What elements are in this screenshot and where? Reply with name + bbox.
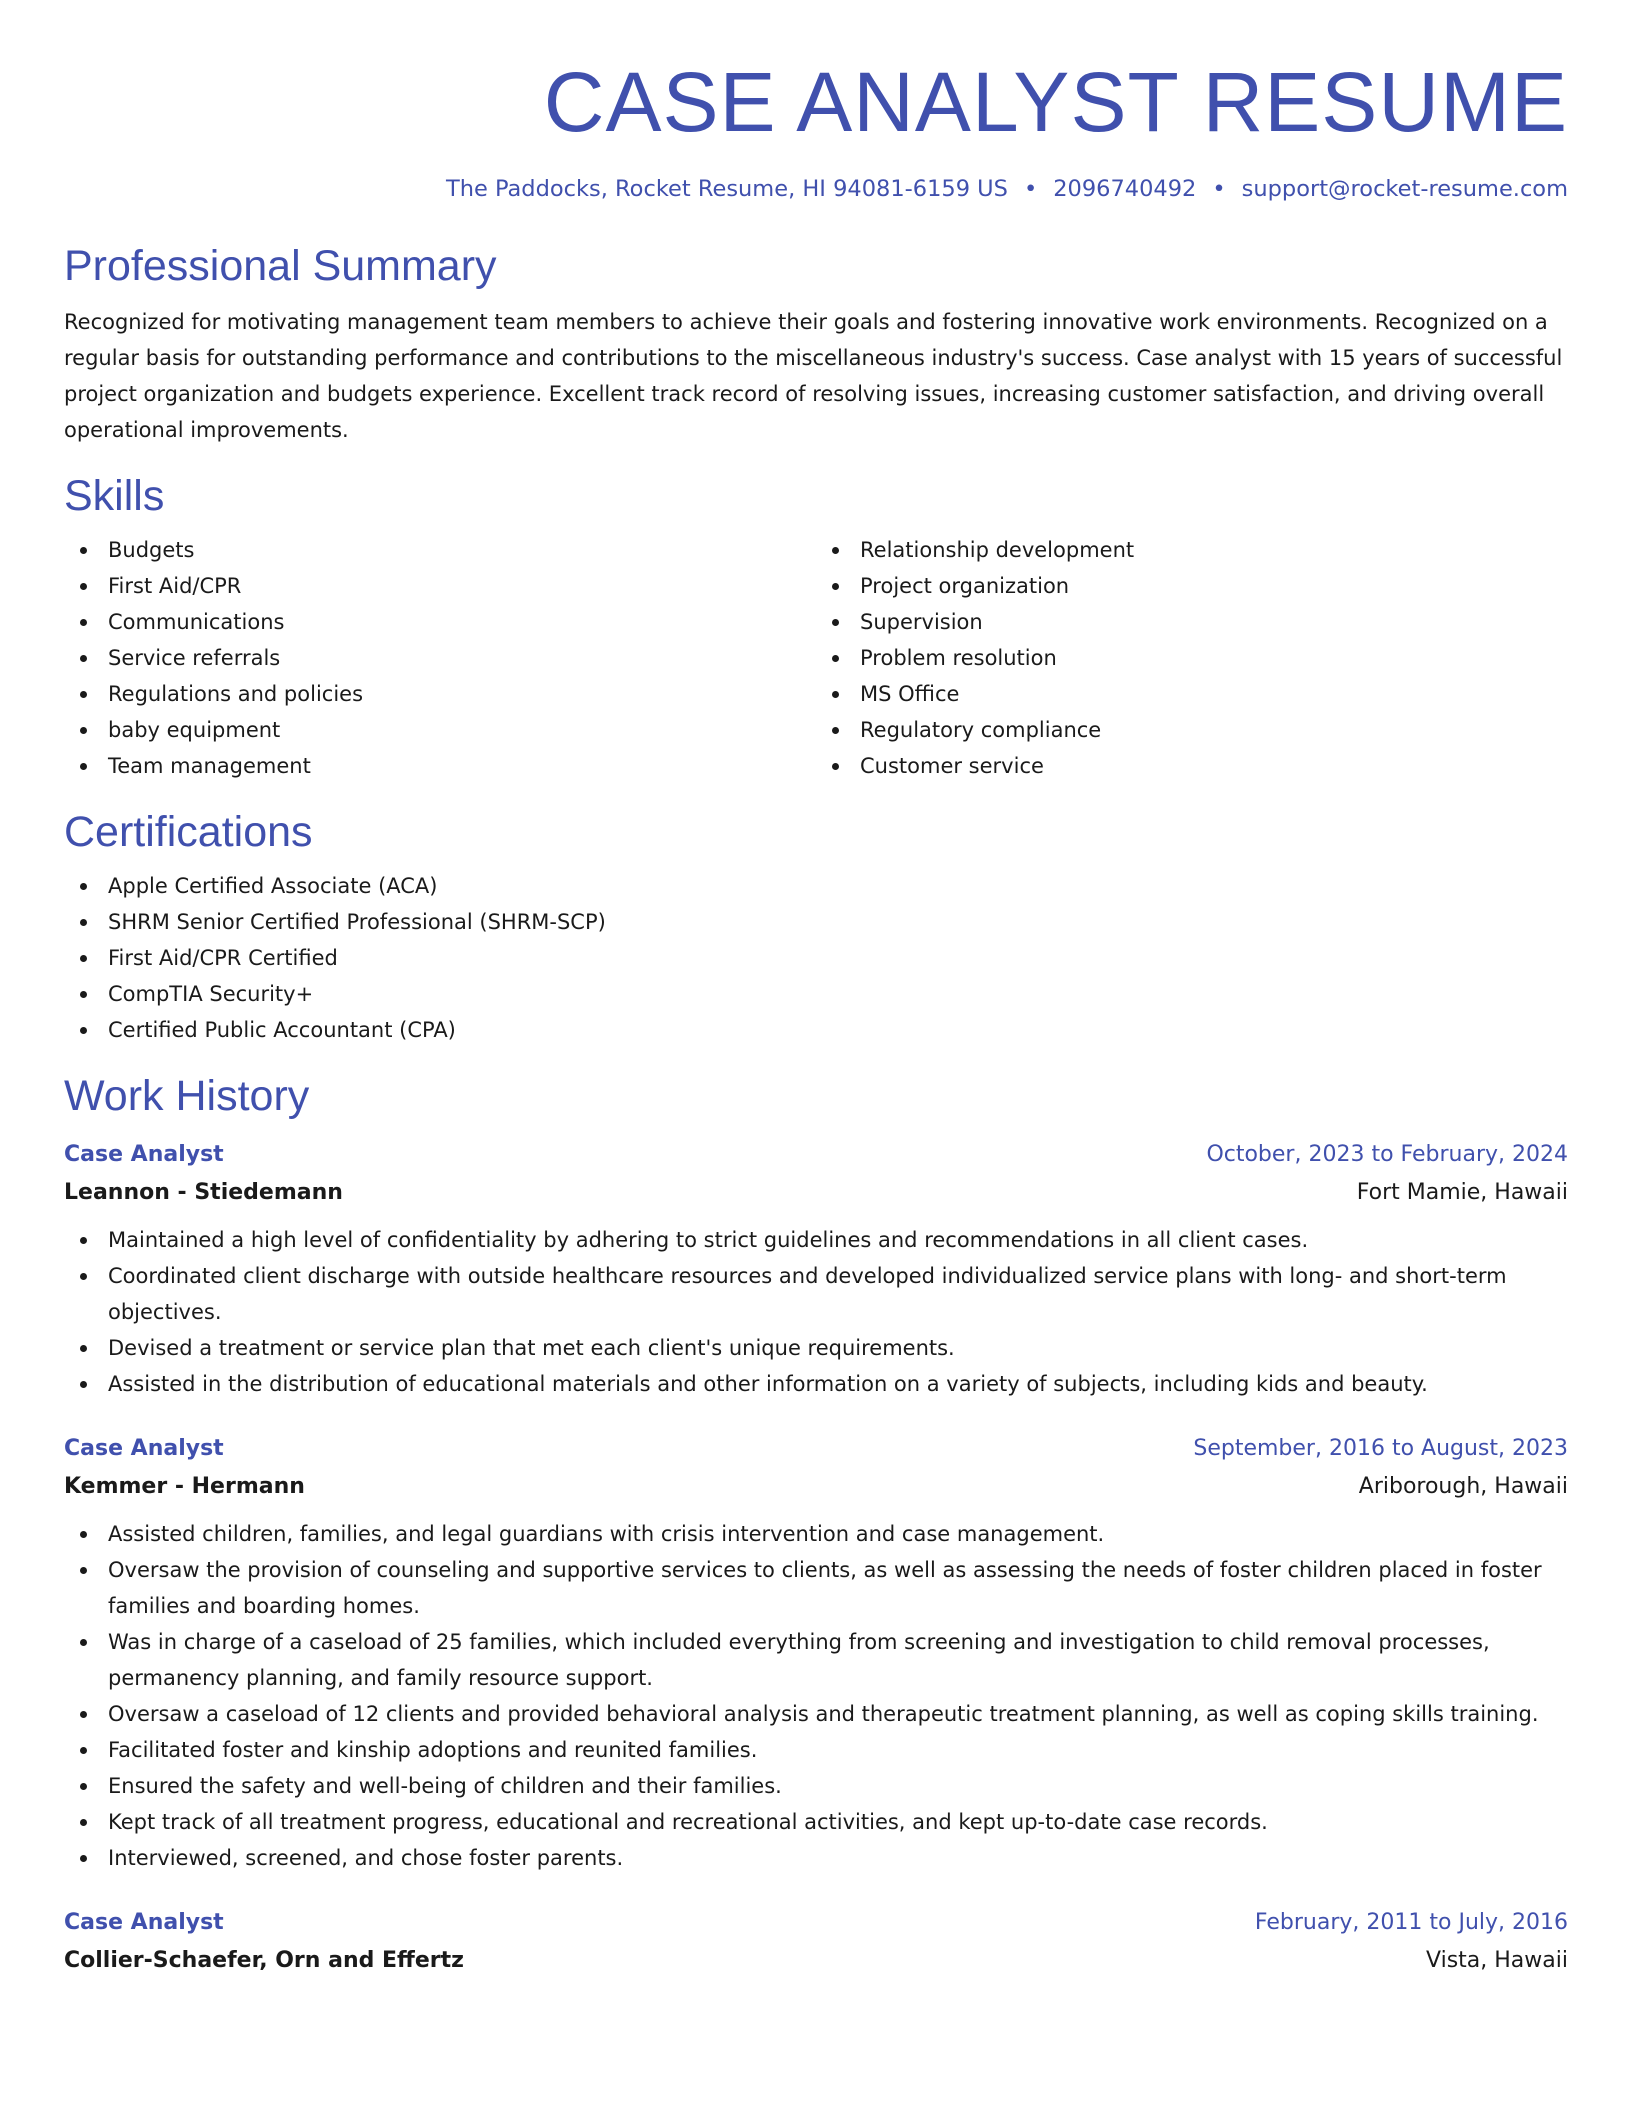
job-location: Vista, Hawaii xyxy=(1426,1948,1568,1973)
skills-list-left xyxy=(64,532,816,784)
job-company: Leannon - Stiedemann xyxy=(64,1180,343,1205)
certification-item: CompTIA Security+ xyxy=(64,976,1568,1012)
certifications-section xyxy=(64,806,1568,1048)
job-location: Fort Mamie, Hawaii xyxy=(1356,1180,1568,1205)
job-title-row xyxy=(64,1136,1568,1174)
summary-section xyxy=(64,240,1568,448)
job-bullet: Assisted children, families, and legal guardians with crisis intervention and case management. xyxy=(64,1516,1568,1552)
skill-item: MS Office xyxy=(816,676,1568,712)
contact-separator: • xyxy=(1023,176,1038,202)
skill-item: Problem resolution xyxy=(816,640,1568,676)
job-title-row xyxy=(64,1904,1568,1942)
skills-grid xyxy=(64,532,1568,784)
skill-item: Team management xyxy=(64,748,816,784)
job-dates: September, 2016 to August, 2023 xyxy=(1193,1436,1568,1461)
job-company: Kemmer - Hermann xyxy=(64,1474,305,1499)
job-location: Ariborough, Hawaii xyxy=(1358,1474,1568,1499)
job-entry xyxy=(64,1136,1568,1402)
skill-item: Service referrals xyxy=(64,640,816,676)
job-bullet: Oversaw a caseload of 12 clients and provided behavioral analysis and therapeutic treatment planning, as well as coping skills training. xyxy=(64,1696,1568,1732)
certifications-list xyxy=(64,868,1568,1048)
skill-item: Regulatory compliance xyxy=(816,712,1568,748)
job-bullet: Assisted in the distribution of educational materials and other information on a variety of subjects, including kids and beauty. xyxy=(64,1366,1568,1402)
skill-item: baby equipment xyxy=(64,712,816,748)
certification-item: First Aid/CPR Certified xyxy=(64,940,1568,976)
resume-page xyxy=(64,0,1568,2112)
skill-item: Customer service xyxy=(816,748,1568,784)
skill-item: Communications xyxy=(64,604,816,640)
resume-title: CASE ANALYST RESUME xyxy=(543,55,1568,149)
job-company-row xyxy=(64,1468,1568,1506)
job-bullet: Ensured the safety and well-being of children and their families. xyxy=(64,1768,1568,1804)
certification-item: SHRM Senior Certified Professional (SHRM-SCP) xyxy=(64,904,1568,940)
certification-item: Apple Certified Associate (ACA) xyxy=(64,868,1568,904)
job-entry xyxy=(64,1430,1568,1876)
resume-header xyxy=(64,0,1568,204)
skills-list-right xyxy=(816,532,1568,784)
summary-heading: Professional Summary xyxy=(64,242,497,290)
skill-item: Regulations and policies xyxy=(64,676,816,712)
skills-heading: Skills xyxy=(64,472,165,520)
job-bullet: Facilitated foster and kinship adoptions and reunited families. xyxy=(64,1732,1568,1768)
job-company: Collier-Schaefer, Orn and Effertz xyxy=(64,1948,464,1973)
job-title: Case Analyst xyxy=(64,1436,224,1461)
certification-item: Certified Public Accountant (CPA) xyxy=(64,1012,1568,1048)
job-bullets xyxy=(64,1222,1568,1402)
job-dates: October, 2023 to February, 2024 xyxy=(1206,1142,1568,1167)
job-bullet: Was in charge of a caseload of 25 families, which included everything from screening and investigation to child removal processes, permanency planning, and family resource support. xyxy=(64,1624,1568,1696)
work-history-section xyxy=(64,1070,1568,1980)
job-company-row xyxy=(64,1942,1568,1980)
certifications-heading: Certifications xyxy=(64,808,313,856)
contact-separator: • xyxy=(1212,176,1226,202)
job-bullets xyxy=(64,1516,1568,1876)
job-bullet: Coordinated client discharge with outside healthcare resources and developed individualized service plans with long- and short-term objectives. xyxy=(64,1258,1568,1330)
job-bullet: Oversaw the provision of counseling and supportive services to clients, as well as assessing the needs of foster children placed in foster families and boarding homes. xyxy=(64,1552,1568,1624)
skill-item: First Aid/CPR xyxy=(64,568,816,604)
job-bullet: Maintained a high level of confidentiality by adhering to strict guidelines and recommendations in all client cases. xyxy=(64,1222,1568,1258)
job-bullet: Interviewed, screened, and chose foster parents. xyxy=(64,1840,1568,1876)
work-history-heading: Work History xyxy=(64,1072,310,1120)
job-bullet: Devised a treatment or service plan that met each client's unique requirements. xyxy=(64,1330,1568,1366)
contact-address: The Paddocks, Rocket Resume, HI 94081-6159 US xyxy=(445,176,1008,202)
job-title-row xyxy=(64,1430,1568,1468)
job-company-row xyxy=(64,1174,1568,1212)
job-bullet: Kept track of all treatment progress, educational and recreational activities, and kept up-to-date case records. xyxy=(64,1804,1568,1840)
job-title: Case Analyst xyxy=(64,1910,224,1935)
skill-item: Project organization xyxy=(816,568,1568,604)
job-title: Case Analyst xyxy=(64,1142,224,1167)
summary-text: Recognized for motivating management team members to achieve their goals and fostering innovative work environments. Recognized on a regular basis for outstanding performance and contributions to the miscellaneous industry's success. Case analyst with 15 years of successful project organization and budgets experience. Excellent track record of resolving issues, increasing customer satisfaction, and driving overall operational improvements. xyxy=(64,310,1563,442)
skills-section xyxy=(64,470,1568,784)
skill-item: Relationship development xyxy=(816,532,1568,568)
contact-line xyxy=(64,174,1568,204)
job-entry xyxy=(64,1904,1568,1980)
contact-phone: 2096740492 xyxy=(1053,176,1197,202)
skill-item: Supervision xyxy=(816,604,1568,640)
job-dates: February, 2011 to July, 2016 xyxy=(1254,1910,1568,1935)
contact-email: support@rocket-resume.com xyxy=(1241,176,1568,202)
skill-item: Budgets xyxy=(64,532,816,568)
